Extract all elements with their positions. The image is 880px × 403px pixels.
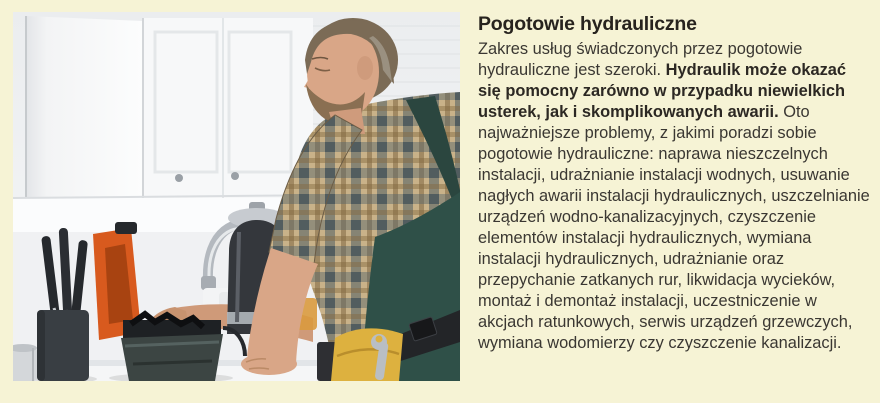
cabinet-handle	[231, 172, 239, 180]
body-intro: Zakres usług świadczonych przez pogotowie hydrauliczne jest szeroki.	[478, 40, 803, 79]
article-title: Pogotowie hydrauliczne	[478, 13, 697, 35]
trash-can	[13, 344, 37, 381]
ear	[357, 56, 373, 80]
article-body	[478, 39, 872, 354]
body-rest: Oto najważniejsze problemy, z jakimi poradzi sobie pogotowie hydrauliczne: naprawa nieszczelnych instalacji, udrażnianie instalacji wodnych, usuwanie nagłych awarii instalacji hydraulicznych, uszczelnianie urządzeń wodno-kanalizacyjnych, czyszczenie elementów instalacji hydraulicznych, wymiana instalacji hydraulicznych, udrażnianie oraz przepychanie zatkanych rur, likwidacja wycieków, montaż i demontaż instalacji, uczestniczenie w akcjach ratunkowych, serwis urządzeń grzewczych, wymiana wodomierzy czy czyszczenie kanalizacji.	[478, 103, 870, 352]
article	[478, 12, 872, 354]
cabinet-handle	[175, 174, 183, 182]
cabinet-side-panel	[26, 16, 143, 209]
lid-latch	[115, 222, 137, 234]
left-hand	[241, 353, 297, 375]
body-bold-passage: Hydraulik może okazać się pomocny zarówno w przypadku niewielkich usterek, jak i skomplikowanych awarii.	[478, 61, 847, 121]
plumber-photo	[13, 12, 460, 381]
